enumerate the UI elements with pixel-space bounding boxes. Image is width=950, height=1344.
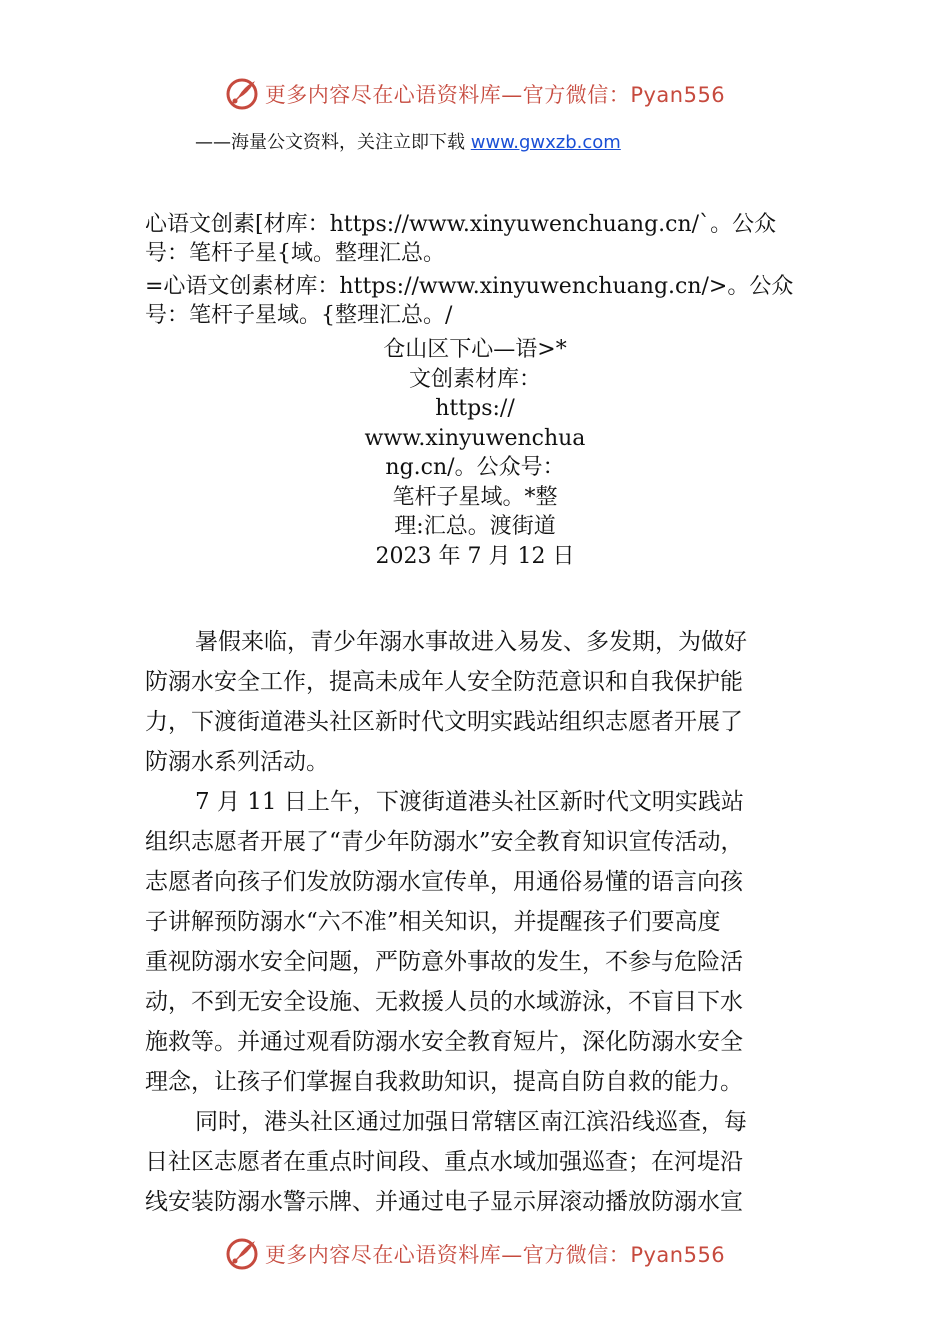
- banner-text: [265, 79, 725, 109]
- banner-text-id: Pyan556: [630, 83, 726, 107]
- subline-prefix: ——海量公文资料，关注立即下载: [195, 132, 471, 153]
- paragraph-line: 志愿者向孩子们发放防溺水宣传单，用通俗易懂的语言向孩: [145, 869, 743, 895]
- download-link[interactable]: www.gwxzb.com: [470, 132, 621, 153]
- title-line: www.xinyuwenchua: [364, 425, 586, 451]
- paragraph-line: 理念，让孩子们掌握自我救助知识，提高自防自救的能力。: [145, 1069, 743, 1095]
- title-line: 笔杆子星域。*整: [392, 484, 558, 510]
- banner-text-cn: 更多内容尽在心语资料库—官方微信：: [264, 1243, 631, 1267]
- paragraph-line: 子讲解预防溺水“六不准”相关知识，并提醒孩子们要高度: [145, 909, 721, 935]
- paragraph-line: 防溺水安全工作，提高未成年人安全防范意识和自我保护能: [145, 669, 743, 695]
- title-line: ng.cn/。公众号：: [385, 455, 565, 480]
- paragraph-line: 组织志愿者开展了“青少年防溺水”安全教育知识宣传活动，: [145, 829, 744, 855]
- paragraph-line: 动，不到无安全设施、无救援人员的水域游泳，不盲目下水: [145, 989, 743, 1015]
- date-line: 2023 年 7 月 12 日: [375, 543, 575, 569]
- title-line: 文创素材库：: [408, 366, 541, 392]
- title-block: [0, 335, 950, 571]
- paragraph-line: 力，下渡街道港头社区新时代文明实践站组织志愿者开展了: [145, 709, 743, 735]
- paragraph-line: 日社区志愿者在重点时间段、重点水域加强巡查；在河堤沿: [145, 1149, 743, 1175]
- download-subline: [195, 128, 621, 154]
- watermark-line-2: 号：笔杆子星{域。整理汇总。: [145, 241, 445, 266]
- title-line: https://: [435, 396, 515, 421]
- banner-text-cn: 更多内容尽在心语资料库—官方微信：: [264, 83, 631, 107]
- paragraph-line: 防溺水系列活动。: [145, 749, 329, 775]
- footer-banner: [0, 1232, 950, 1276]
- watermark-line-1: 心语文创素[材库：https://www.xinyuwenchuang.cn/`。公众: [145, 212, 777, 237]
- title-line: 仓山区下心—语>*: [383, 337, 567, 362]
- paragraph-line: 7 月 11 日上午，下渡街道港头社区新时代文明实践站: [195, 789, 744, 815]
- paragraph-line: 重视防溺水安全问题，严防意外事故的发生，不参与危险活: [145, 949, 743, 975]
- watermark-line-3: =心语文创素材库：https://www.xinyuwenchuang.cn/>。公众: [145, 274, 794, 299]
- banner-text-id: Pyan556: [630, 1243, 726, 1267]
- quill-emblem-icon: [225, 77, 259, 111]
- paragraph-line: 施救等。并通过观看防溺水安全教育短片，深化防溺水安全: [145, 1029, 743, 1055]
- header-banner: [0, 72, 950, 116]
- quill-emblem-icon: [225, 1237, 259, 1271]
- article-body: [145, 622, 825, 1222]
- paragraph-line: 暑假来临，青少年溺水事故进入易发、多发期，为做好: [195, 629, 747, 655]
- title-line: 理:汇总。渡街道: [394, 514, 556, 539]
- watermark-line-4: 号：笔杆子星域。{整理汇总。/: [145, 303, 453, 328]
- banner-text: [265, 1239, 725, 1269]
- paragraph-line: 线安装防溺水警示牌、并通过电子显示屏滚动播放防溺水宣: [145, 1189, 743, 1215]
- paragraph-line: 同时，港头社区通过加强日常辖区南江滨沿线巡查，每: [195, 1109, 747, 1135]
